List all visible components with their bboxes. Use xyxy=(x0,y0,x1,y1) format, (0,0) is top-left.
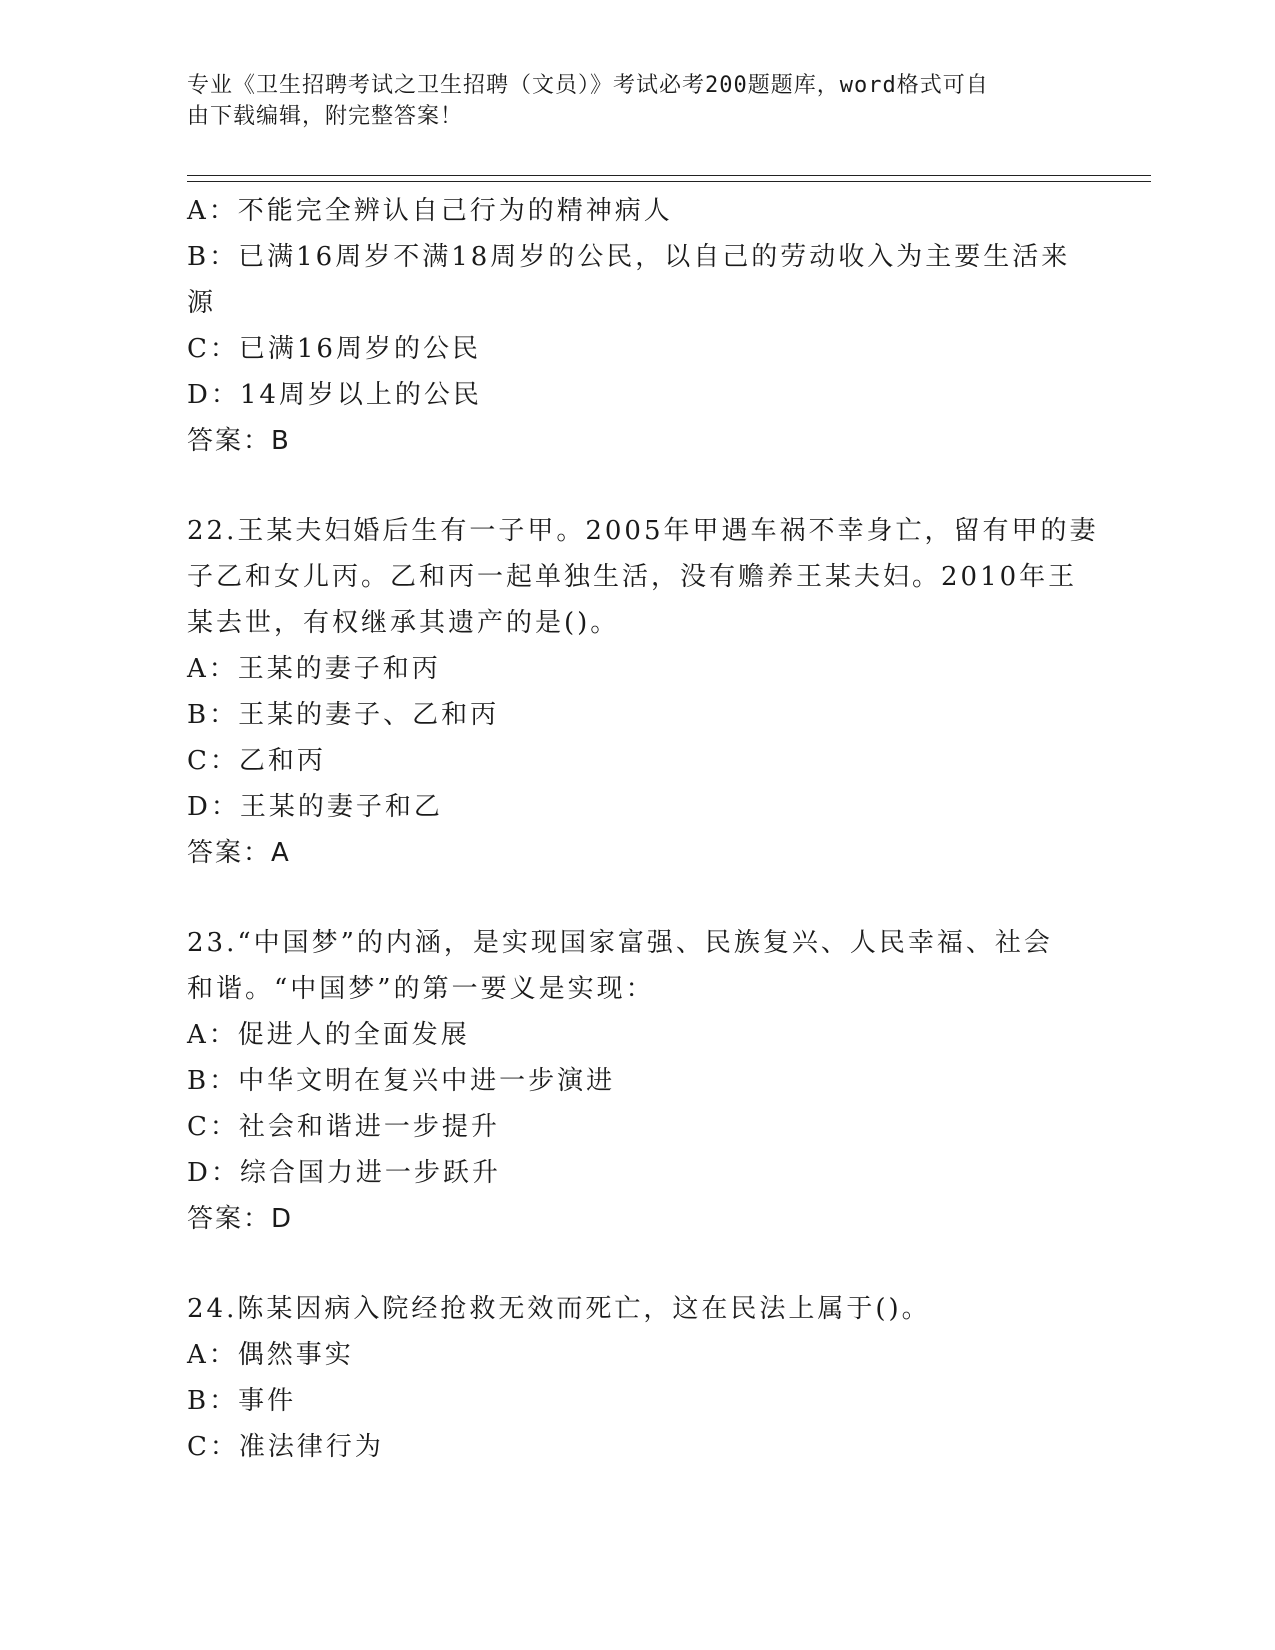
document-header xyxy=(187,70,1067,132)
spacer xyxy=(187,876,1087,920)
question-list xyxy=(187,188,1099,1470)
option-b-continued: 源 xyxy=(187,288,217,318)
option-d: D：14周岁以上的公民 xyxy=(187,380,482,410)
question-stem-line: 某去世，有权继承其遗产的是()。 xyxy=(187,608,620,638)
spacer xyxy=(187,1242,1087,1286)
option-a: A：王某的妻子和丙 xyxy=(187,654,441,684)
question-stem-line: 22.王某夫妇婚后生有一子甲。2005年甲遇车祸不幸身亡，留有甲的妻 xyxy=(187,516,1099,546)
option-b: B：中华文明在复兴中进一步演进 xyxy=(187,1066,616,1096)
answer-label: 答案：A xyxy=(187,838,291,868)
option-a: A：不能完全辨认自己行为的精神病人 xyxy=(187,196,673,226)
option-b: B：已满16周岁不满18周岁的公民，以自己的劳动收入为主要生活来 xyxy=(187,242,1071,272)
header-line-1: 专业《卫生招聘考试之卫生招聘（文员）》考试必考200题题库，word格式可自 xyxy=(187,73,989,98)
header-line-2: 由下载编辑，附完整答案！ xyxy=(187,104,464,129)
option-a: A：促进人的全面发展 xyxy=(187,1020,470,1050)
option-d: D：综合国力进一步跃升 xyxy=(187,1158,501,1188)
question-21-partial xyxy=(187,188,1087,464)
option-c: C：社会和谐进一步提升 xyxy=(187,1112,500,1142)
question-24 xyxy=(187,1286,1087,1470)
answer-label: 答案：B xyxy=(187,426,291,456)
question-stem-line: 子乙和女儿丙。乙和丙一起单独生活，没有赡养王某夫妇。2010年王 xyxy=(187,562,1078,592)
option-c: C：乙和丙 xyxy=(187,746,326,776)
option-b: B：事件 xyxy=(187,1386,297,1416)
option-a: A：偶然事实 xyxy=(187,1340,354,1370)
question-stem-line: 24.陈某因病入院经抢救无效而死亡，这在民法上属于()。 xyxy=(187,1294,931,1324)
question-stem-line: 23.“中国梦”的内涵，是实现国家富强、民族复兴、人民幸福、社会 xyxy=(187,928,1053,958)
option-b: B：王某的妻子、乙和丙 xyxy=(187,700,500,730)
question-stem-line: 和谐。“中国梦”的第一要义是实现： xyxy=(187,974,655,1004)
option-d: D：王某的妻子和乙 xyxy=(187,792,443,822)
question-23 xyxy=(187,920,1087,1242)
header-rule-bottom xyxy=(187,181,1151,182)
option-c: C：准法律行为 xyxy=(187,1432,384,1462)
spacer xyxy=(187,464,1087,508)
question-22 xyxy=(187,508,1099,876)
answer-label: 答案：D xyxy=(187,1204,294,1234)
header-rule-top xyxy=(187,175,1151,176)
option-c: C：已满16周岁的公民 xyxy=(187,334,481,364)
